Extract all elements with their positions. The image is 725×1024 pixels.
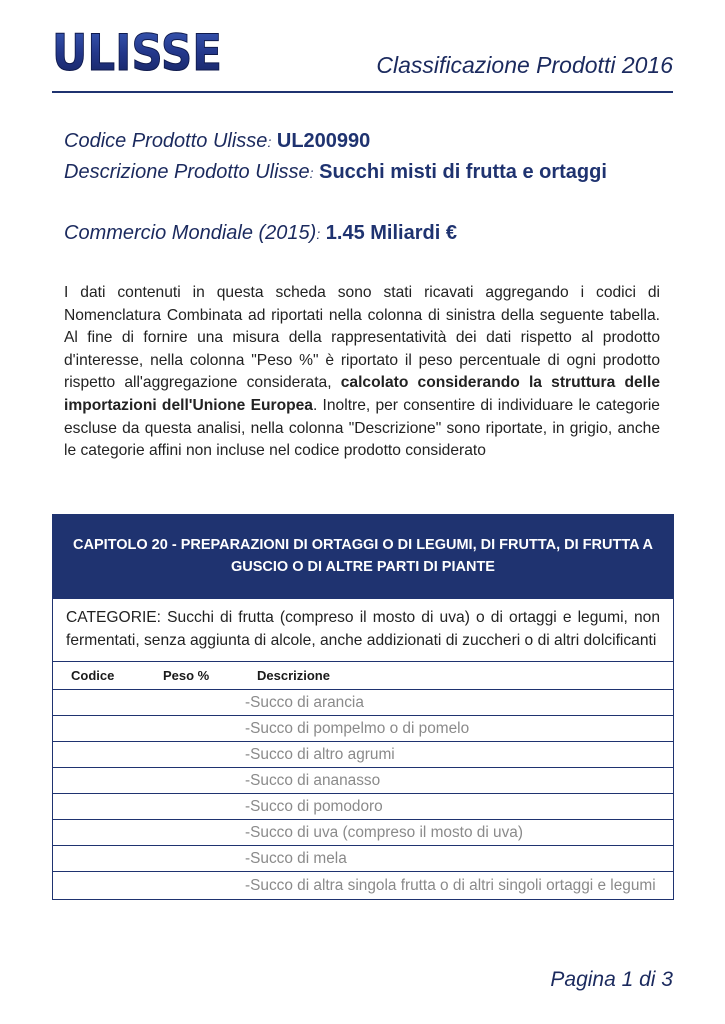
description-cell: -Succo di mela (245, 850, 347, 868)
product-description-value: Succhi misti di frutta e ortaggi (319, 161, 607, 183)
separator: : (309, 165, 314, 181)
intro-text-part1: I dati contenuti in questa scheda sono stati ricavati aggregando i codici di Nomenclatura Combinata ad riportati nella colonna di sinistra della seguente tabella. Al fine di fornire una misura della rappresentatività dei dati rispetto al prodotto d'interesse, nella colonna "Peso %" è riportato il peso percentuale di ogni prodotto rispetto all'aggregazione considerata, (64, 284, 660, 392)
column-header-code: Codice (71, 668, 115, 684)
code-cell (53, 820, 245, 845)
code-cell (53, 768, 245, 793)
product-description-line (64, 161, 607, 184)
code-cell (53, 716, 245, 741)
product-code-line (64, 130, 370, 153)
description-cell: -Succo di pompelmo o di pomelo (245, 720, 470, 738)
code-cell (53, 872, 245, 899)
column-header-description: Descrizione (257, 668, 330, 684)
table-row (53, 716, 673, 742)
code-cell (53, 794, 245, 819)
intro-text-bold: calcolato considerando la struttura delle importazioni dell'Unione Europea (64, 374, 661, 414)
code-cell (53, 846, 245, 871)
ulisse-logo (52, 20, 222, 82)
product-code-label: Codice Prodotto Ulisse (64, 130, 268, 152)
svg-text:ULISSE: ULISSE (52, 24, 222, 82)
product-description-label: Descrizione Prodotto Ulisse (64, 161, 310, 183)
header-divider (52, 91, 673, 93)
world-trade-line (64, 222, 457, 245)
page-number: Pagina 1 di 3 (550, 968, 673, 991)
intro-paragraph (64, 282, 660, 463)
document-title: Classificazione Prodotti 2016 (376, 52, 673, 78)
product-code-value: UL200990 (276, 130, 371, 152)
table-row (53, 846, 673, 872)
chapter-title: CAPITOLO 20 - PREPARAZIONI DI ORTAGGI O DI LEGUMI, DI FRUTTA, DI FRUTTA A GUSCIO O DI ALTRE PARTI DI PIANTE (53, 515, 673, 599)
code-cell (53, 742, 245, 767)
code-cell (53, 690, 245, 715)
description-cell: -Succo di ananasso (245, 772, 381, 790)
world-trade-label: Commercio Mondiale (2015) (64, 222, 317, 244)
chapter-categories: CATEGORIE: Succhi di frutta (compreso il mosto di uva) o di ortaggi e legumi, non fermentati, senza aggiunta di alcole, anche addizionati di zuccheri o di altri dolcificanti (53, 599, 673, 662)
description-cell: -Succo di pomodoro (245, 798, 383, 816)
table-row (53, 820, 673, 846)
world-trade-value: 1.45 Miliardi € (325, 222, 457, 244)
chapter-table (52, 514, 674, 900)
table-row (53, 768, 673, 794)
intro-text-part2: . Inoltre, per consentire di individuare le categorie escluse da questa analisi, nella colonna "Descrizione" sono riportate, in grigio, anche le categorie affini non incluse nel codice prodotto considerato (64, 396, 660, 460)
separator: : (316, 226, 321, 242)
description-cell: -Succo di altra singola frutta o di altri singoli ortaggi e legumi (245, 877, 656, 895)
column-header-peso: Peso % (163, 668, 210, 684)
description-cell: -Succo di uva (compreso il mosto di uva) (245, 824, 523, 842)
separator: : (267, 134, 272, 150)
table-row (53, 794, 673, 820)
table-row (53, 742, 673, 768)
table-row (53, 872, 673, 899)
description-cell: -Succo di altro agrumi (245, 746, 395, 764)
table-row (53, 690, 673, 716)
table-header (53, 662, 673, 690)
description-cell: -Succo di arancia (245, 694, 364, 712)
